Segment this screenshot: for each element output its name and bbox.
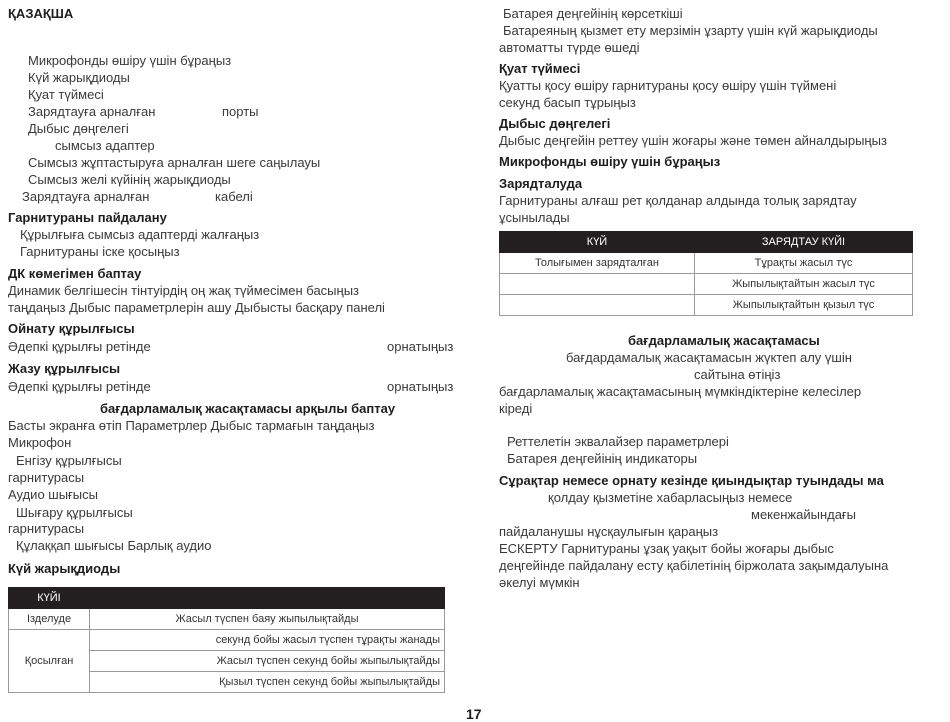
led-table-header-blank — [90, 588, 445, 609]
software-download-line: бағдардамалық жасақтамасын жүктеп алу үшін — [566, 350, 852, 365]
feature-1: Реттелетін эквалайзер параметрлері — [507, 434, 729, 449]
software-line-4: гарнитурасы — [8, 470, 85, 485]
led-row-connected-3: Қызыл түспен секунд бойы жыпылықтайды — [90, 672, 445, 693]
software-line-5: Аудио шығысы — [8, 487, 98, 502]
warning-line-2: деңгейінде пайдалану есту қабілетінің біржолата зақымдалуына — [499, 558, 889, 573]
led-row-searching-label: Ізделуде — [9, 609, 90, 630]
part-3: Қуат түймесі — [28, 87, 104, 102]
led-row-searching-value: Жасыл түспен баяу жыпылықтайды — [90, 609, 445, 630]
charge-row-2-state — [500, 274, 695, 295]
problems-line-2: мекенжайындағы — [751, 507, 857, 522]
software-line-1: Басты экранға өтіп Параметрлер Дыбыс тармағын таңдаңыз — [8, 418, 375, 433]
part-5: Дыбыс дөңгелегі — [28, 121, 129, 136]
charge-row-3-indicator: Жыпылықтайтын қызыл түс — [695, 295, 913, 316]
mute-heading: Микрофонды өшіру үшін бұраңыз — [499, 154, 721, 169]
software-setup-heading: бағдарламалық жасақтамасы арқылы баптау — [100, 401, 396, 416]
pc-line-1: Динамик белгішесін тінтуірдің оң жақ түймесімен басыңыз — [8, 283, 360, 298]
software-heading: бағдарламалық жасақтамасы — [628, 333, 820, 348]
led-table-header: КҮЙІ — [9, 588, 90, 609]
volume-heading: Дыбыс дөңгелегі — [499, 116, 611, 131]
part-8: Сымсыз желі күйінің жарықдиоды — [28, 172, 231, 187]
page-number: 17 — [466, 706, 482, 722]
battery-line-3: автоматты түрде өшеді — [499, 40, 640, 55]
page-heading: ҚАЗАҚША — [8, 6, 74, 21]
charging-line-2: ұсынылады — [499, 210, 570, 225]
feature-2: Батарея деңгейінің индикаторы — [507, 451, 698, 466]
charge-table-col1: КҮЙ — [500, 232, 695, 253]
led-row-connected-label: Қосылған — [9, 630, 90, 693]
record-right: орнатыңыз — [387, 379, 454, 394]
problems-heading: Сұрақтар немесе орнату кезінде қиындықтар туындады ма — [499, 473, 884, 488]
power-line-2: секунд басып тұрыңыз — [499, 95, 636, 110]
software-line-6: Шығару құрылғысы — [16, 505, 133, 520]
software-site-line: сайтына өтіңіз — [694, 367, 781, 382]
record-line: Әдепкі құрылғы ретінде — [8, 379, 151, 394]
record-heading: Жазу құрылғысы — [8, 361, 121, 376]
use-heading: Гарнитураны пайдалану — [8, 210, 167, 225]
led-heading: Күй жарықдиоды — [8, 561, 121, 576]
charge-row-1-indicator: Тұрақты жасыл түс — [695, 253, 913, 274]
volume-line: Дыбыс деңгейін реттеу үшін жоғары және төмен айналдырыңыз — [499, 133, 887, 148]
part-9-suffix: кабелі — [215, 189, 253, 204]
part-2: Күй жарықдиоды — [28, 70, 130, 85]
charge-row-2-indicator: Жыпылықтайтын жасыл түс — [695, 274, 913, 295]
use-line-2: Гарнитураны іске қосыңыз — [20, 244, 180, 259]
playback-right: орнатыңыз — [387, 339, 454, 354]
led-row-connected-2: Жасыл түспен секунд бойы жыпылықтайды — [90, 651, 445, 672]
power-line-1: Қуатты қосу өшіру гарнитураны қосу өшіру үшін түймені — [499, 78, 837, 93]
battery-line-2: Батареяның қызмет ету мерзімін ұзарту үшін күй жарықдиоды — [503, 23, 878, 38]
problems-line-3: пайдаланушы нұсқаулығын қараңыз — [499, 524, 719, 539]
battery-line-1: Батарея деңгейінің көрсеткіші — [503, 6, 683, 21]
power-heading: Қуат түймесі — [499, 61, 581, 76]
warning-line-3: әкелуі мүмкін — [499, 575, 580, 590]
software-para-1: бағдарламалық жасақтамасының мүмкіндіктеріне келесілер — [499, 384, 862, 399]
charge-row-3-state — [500, 295, 695, 316]
part-9: Зарядтауға арналған — [22, 189, 150, 204]
pc-heading: ДК көмегімен баптау — [8, 266, 142, 281]
part-6: сымсыз адаптер — [55, 138, 155, 153]
charging-line-1: Гарнитураны алғаш рет қолданар алдында толық зарядтау — [499, 193, 857, 208]
part-1: Микрофонды өшіру үшін бұраңыз — [28, 53, 232, 68]
charge-status-table — [499, 231, 913, 316]
charging-heading: Зарядталуда — [499, 176, 583, 191]
pc-line-2: таңдаңыз Дыбыс параметрлерін ашу Дыбысты басқару панелі — [8, 300, 385, 315]
warning-line-1: ЕСКЕРТУ Гарнитураны ұзақ уақыт бойы жоғары дыбыс — [499, 541, 834, 556]
software-line-2: Микрофон — [8, 435, 72, 450]
playback-heading: Ойнату құрылғысы — [8, 321, 135, 336]
playback-line: Әдепкі құрылғы ретінде — [8, 339, 151, 354]
software-line-7: гарнитурасы — [8, 521, 85, 536]
part-4-suffix: порты — [222, 104, 259, 119]
part-4: Зарядтауға арналған — [28, 104, 156, 119]
problems-line-1: қолдау қызметіне хабарласыңыз немесе — [548, 490, 793, 505]
software-line-8: Құлаққап шығысы Барлық аудио — [16, 538, 212, 553]
software-para-2: кіреді — [499, 401, 533, 416]
software-line-3: Енгізу құрылғысы — [16, 453, 122, 468]
charge-table-col2: ЗАРЯДТАУ КҮЙІ — [695, 232, 913, 253]
use-line-1: Құрылғыға сымсыз адаптерді жалғаңыз — [20, 227, 260, 242]
led-status-table — [8, 587, 445, 693]
charge-row-1-state: Толығымен зарядталған — [500, 253, 695, 274]
led-row-connected-1: секунд бойы жасыл түспен тұрақты жанады — [90, 630, 445, 651]
part-7: Сымсыз жұптастыруға арналған шеге саңылауы — [28, 155, 321, 170]
